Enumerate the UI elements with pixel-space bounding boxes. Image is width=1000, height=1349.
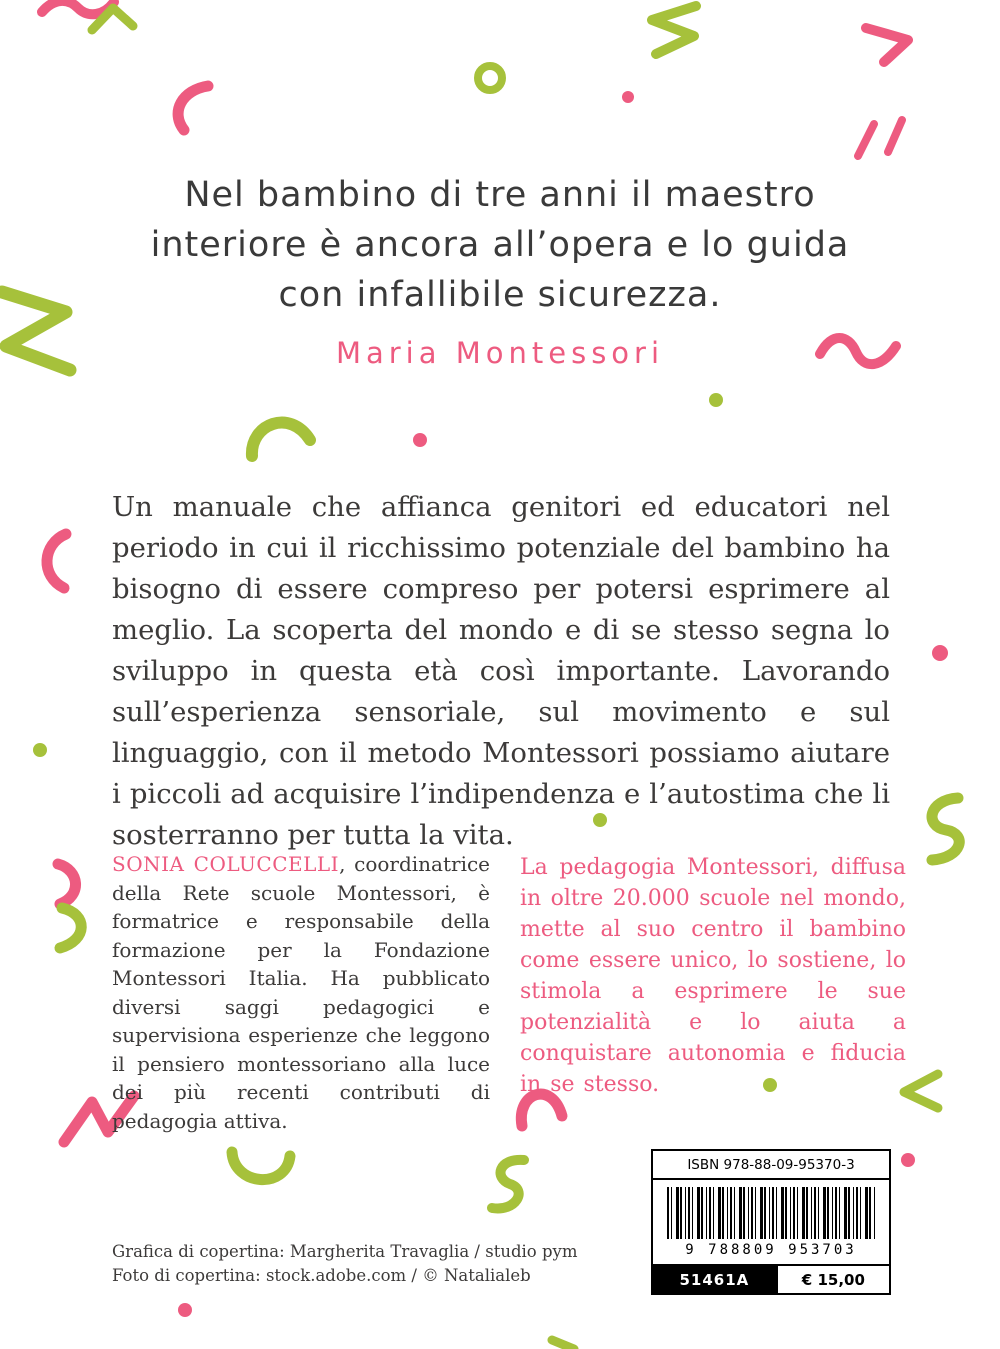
quote-attribution: Maria Montessori	[335, 336, 665, 370]
barcode-image	[667, 1187, 875, 1239]
author-name: SONIA COLUCCELLI	[112, 852, 340, 876]
pedagogy-blurb: La pedagogia Montessori, diffusa in oltre 20.000 scuole nel mondo, mette al suo centro il bambino come essere unico, lo sostiene, lo stimola a esprimere le sue potenzialità e lo aiuta a conquistare autonomia e fiducia in se stesso.	[520, 855, 906, 1097]
quote-line-3: con infallibile sicurezza.	[278, 275, 722, 315]
barcode-box	[651, 1149, 891, 1295]
credits-line-1: Grafica di copertina: Margherita Travaglia / studio pym	[112, 1242, 578, 1261]
credits-line-2: Foto di copertina: stock.adobe.com / © Natalialeb	[112, 1266, 531, 1285]
two-column-section	[112, 850, 906, 1135]
author-bio	[112, 850, 490, 1135]
quote-block	[0, 170, 1000, 370]
author-bio-text: , coordinatrice della Rete scuole Montessori, è formatrice e responsabile della formazione per la Fondazione Montessori Italia. Ha pubblicato diversi saggi pedagogici e supervisiona esperienze che leggono il pensiero montessoriano alla luce dei più recenti contributi di pedagogia attiva.	[112, 852, 490, 1133]
price-label: € 15,00	[776, 1266, 889, 1293]
barcode-digits: 9 788809 953703	[685, 1242, 857, 1258]
edition-code: 51461A	[653, 1266, 776, 1293]
quote-line-2: interiore è ancora all’opera e lo guida	[150, 225, 850, 265]
book-description: Un manuale che affianca genitori ed educatori nel periodo in cui il ricchissimo potenziale del bambino ha bisogno di essere compreso per potersi esprimere al meglio. La scoperta del mondo e di se stesso segna lo sviluppo in questa età così importante. Lavorando sull’esperienza sensoriale, sul movimento e sul linguaggio, con il metodo Montessori possiamo aiutare i piccoli ad acquisire l’indipendenza e l’autostima che li sosterranno per tutta la vita.	[112, 491, 890, 851]
credits-block	[112, 1240, 578, 1288]
isbn-label: ISBN 978-88-09-95370-3	[653, 1151, 889, 1180]
quote-line-1: Nel bambino di tre anni il maestro	[184, 175, 816, 215]
price-band	[653, 1264, 889, 1293]
